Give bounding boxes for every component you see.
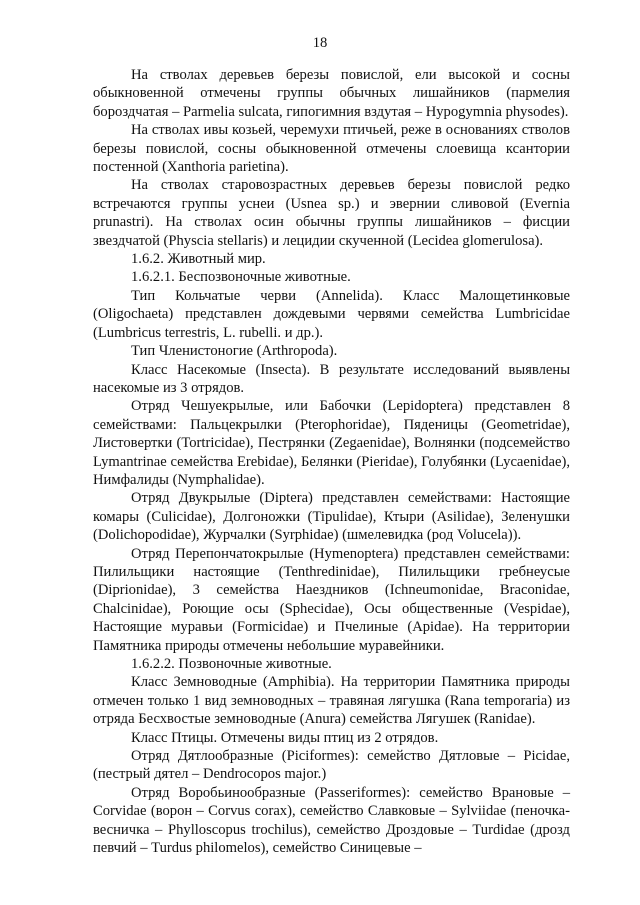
- paragraph-diptera: Отряд Двукрылые (Diptera) представлен семействами: Настоящие комары (Culicidae), Долгоножки (Tipulidae), Ктыри (Asilidae), Зеленушки (Dolichopodidae), Журчалки (Syrphidae) (шмелевидка (род Volucela)).: [93, 490, 570, 544]
- paragraph-lichens-old-birch: На стволах старовозрастных деревьев березы повислой редко встречаются группы уснеи (Usnea sp.) и эвернии сливовой (Evernia prunastri). На стволах осин обычны группы лишайников – фисции звездчатой (Physcia stellaris) и лецидии скученной (Lecidea glomerulosa).: [93, 177, 570, 249]
- paragraph-insecta: Класс Насекомые (Insecta). В результате исследований выявлены насекомые из 3 отрядов.: [93, 361, 570, 396]
- section-heading-vertebrates: 1.6.2.2. Позвоночные животные.: [131, 656, 332, 672]
- paragraph-lichens-willow: На стволах ивы козьей, черемухи птичьей, реже в основаниях стволов березы повислой, сосны обыкновенной отмечены слоевища ксантории постенной (Xanthoria parietina).: [93, 122, 570, 176]
- paragraph-passeriformes: Отряд Воробьинообразные (Passeriformes): семейство Врановые – Corvidae (ворон – Corvus corax), семейство Славковые – Sylviidae (пеночка-весничка – Phylloscopus trochilus), семейство Дроздовые – Turdidae (дрозд певчий – Turdus philomelos), семейство Синицевые –: [93, 784, 570, 857]
- paragraph-piciformes: Отряд Дятлообразные (Piciformes): семейство Дятловые – Picidae, (пестрый дятел – Dendrocopos major.): [93, 748, 570, 783]
- paragraph-arthropoda: Тип Членистоногие (Arthropoda).: [131, 343, 338, 360]
- section-heading-fauna: 1.6.2. Животный мир.: [131, 251, 266, 268]
- body-text: [93, 66, 570, 857]
- page-number: 18: [312, 35, 328, 51]
- paragraph-lepidoptera: Отряд Чешуекрылые, или Бабочки (Lepidoptera) представлен 8 семействами: Пальцекрылки (Pterophoridae), Пяденицы (Geometridae), Листовертки (Tortricidae), Пестрянки (Zegaenidae), Волнянки (подсемейство Lymantrinae семейства Erebidae), Белянки (Pieridae), Голубянки (Lycaenidae), Нимфалиды (Nymphalidae).: [93, 398, 570, 488]
- paragraph-annelida: Тип Кольчатые черви (Annelida). Класс Малощетинковые (Oligochaeta) представлен дождевыми червями семейства Lumbricidae (Lumbricus terrestris, L. rubelli. и др.).: [93, 287, 570, 341]
- paragraph-hymenoptera: Отряд Перепончатокрылые (Hymenoptera) представлен семействами: Пилильщики настоящие (Tenthredinidae), Пилильщики гребнеусые (Diprionidae), 3 семейства Наездников (Ichneumonidae, Braconidae, Chalcinidae), Роющие осы (Sphecidae), Осы общественные (Vespidae), Настоящие муравьи (Formicidae) и Пчелиные (Apidae). На территории Памятника природы отмечены небольшие муравейники.: [93, 545, 570, 654]
- section-heading-invertebrates: 1.6.2.1. Беспозвоночные животные.: [131, 269, 351, 286]
- paragraph-birds: Класс Птицы. Отмечены виды птиц из 2 отрядов.: [131, 729, 439, 746]
- paragraph-lichens-birch-spruce: На стволах деревьев березы повислой, ели высокой и сосны обыкновенной отмечены группы обычных лишайников (пармелия бороздчатая – Parmelia sulcata, гипогимния вздутая – Hypogymnia physodes).: [93, 67, 570, 120]
- paragraph-amphibia: Класс Земноводные (Amphibia). На территории Памятника природы отмечен только 1 вид земноводных – травяная лягушка (Rana temporaria) из отряда Бесхвостые земноводные (Anura) семейства Лягушек (Ranidae).: [93, 674, 570, 728]
